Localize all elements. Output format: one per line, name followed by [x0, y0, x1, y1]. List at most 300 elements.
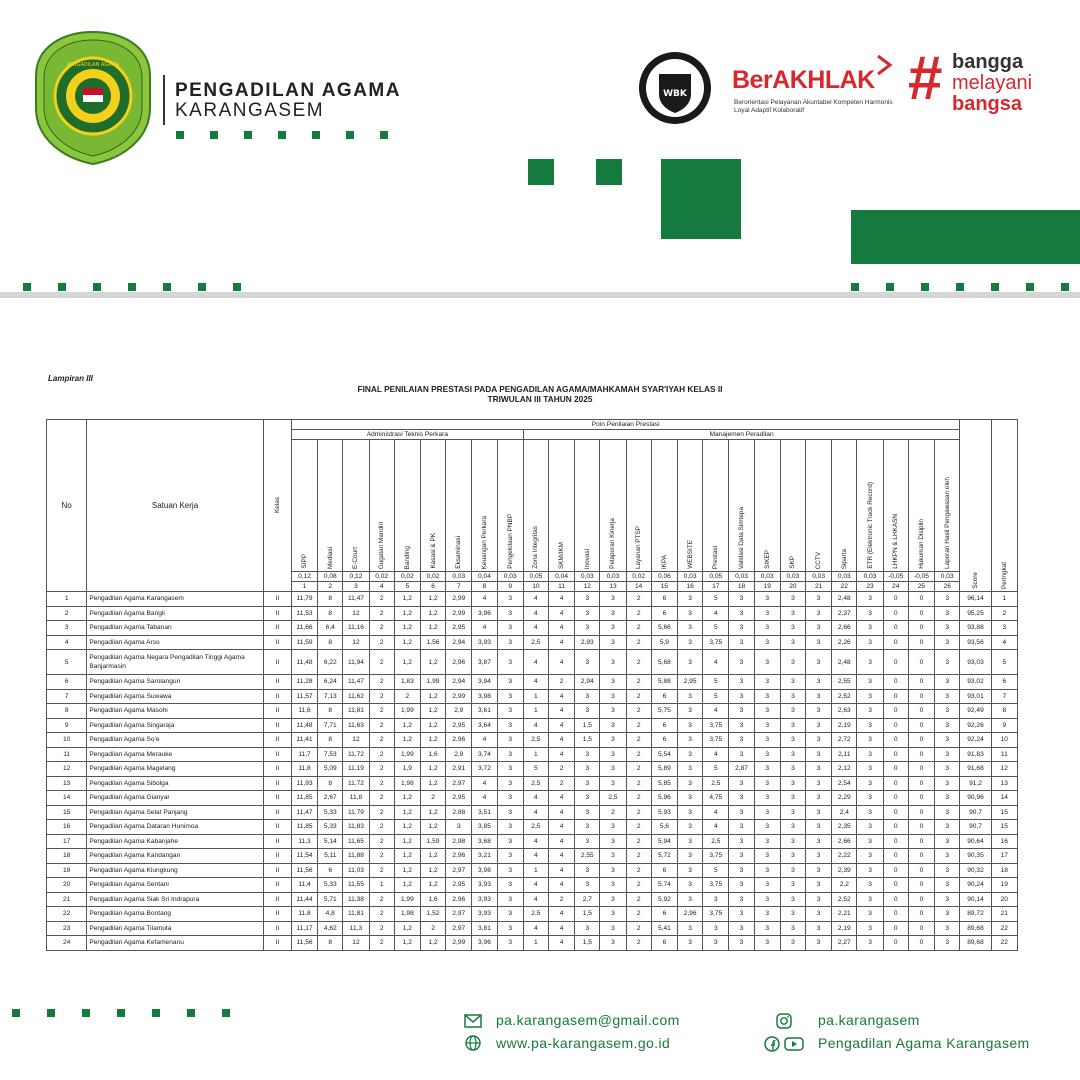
- row-value: 3: [497, 849, 523, 864]
- row-value: 3: [754, 621, 780, 636]
- criteria-header: Banding: [394, 440, 420, 572]
- criteria-header: E-Court: [343, 440, 369, 572]
- criteria-number: 9: [497, 582, 523, 592]
- row-value: 3: [446, 820, 472, 835]
- row-value: 3: [600, 675, 626, 690]
- table-row: [47, 805, 1018, 820]
- row-value: 11,3: [291, 834, 317, 849]
- row-kelas: II: [263, 849, 291, 864]
- row-value: 3: [806, 718, 832, 733]
- row-rank: 15: [991, 820, 1017, 835]
- row-value: 1,2: [394, 921, 420, 936]
- row-value: 2: [626, 936, 651, 951]
- row-value: 1,2: [420, 849, 445, 864]
- table-row: [47, 635, 1018, 650]
- criteria-weight: 0,03: [806, 572, 832, 582]
- row-number: 22: [47, 907, 87, 922]
- criteria-number: 17: [703, 582, 729, 592]
- row-value: 3: [575, 820, 600, 835]
- deco-square: [991, 283, 999, 291]
- row-value: 1,2: [420, 606, 445, 621]
- row-value: 4: [523, 849, 548, 864]
- row-value: 2: [626, 907, 651, 922]
- footer-email[interactable]: pa.karangasem@gmail.com: [496, 1012, 680, 1028]
- criteria-weight: 0,04: [472, 572, 497, 582]
- header-divider: [163, 75, 165, 125]
- row-value: 2,48: [832, 592, 857, 607]
- row-number: 18: [47, 849, 87, 864]
- row-value: 2: [369, 718, 394, 733]
- row-number: 10: [47, 733, 87, 748]
- row-value: 3: [935, 834, 960, 849]
- footer-website[interactable]: www.pa-karangasem.go.id: [496, 1035, 671, 1051]
- row-value: 3: [678, 762, 703, 777]
- row-value: 2: [369, 849, 394, 864]
- row-value: 3: [754, 805, 780, 820]
- row-value: 3: [497, 878, 523, 893]
- row-value: 2: [420, 791, 445, 806]
- table-row: [47, 621, 1018, 636]
- table-row: [47, 747, 1018, 762]
- row-value: 5,72: [651, 849, 677, 864]
- row-value: 3: [935, 621, 960, 636]
- row-value: 3: [678, 878, 703, 893]
- criteria-header: CCTV: [806, 440, 832, 572]
- row-value: 3: [754, 849, 780, 864]
- row-value: 0: [908, 718, 934, 733]
- row-value: 11,7: [291, 747, 317, 762]
- row-value: 11,56: [291, 936, 317, 951]
- row-value: 3,21: [472, 849, 497, 864]
- row-value: 2,54: [832, 776, 857, 791]
- row-value: 4: [548, 936, 574, 951]
- row-rank: 5: [991, 650, 1017, 675]
- row-rank: 9: [991, 718, 1017, 733]
- row-value: 4: [548, 834, 574, 849]
- row-value: 3: [754, 635, 780, 650]
- row-value: 3: [703, 892, 729, 907]
- row-value: 1,2: [394, 834, 420, 849]
- row-value: 0: [883, 592, 908, 607]
- row-value: 3: [780, 718, 805, 733]
- row-value: 3: [780, 776, 805, 791]
- row-value: 11,47: [291, 805, 317, 820]
- row-value: 3: [935, 921, 960, 936]
- row-value: 7,71: [318, 718, 343, 733]
- row-value: 3,75: [703, 907, 729, 922]
- row-value: 11,72: [343, 747, 369, 762]
- row-score: 90,14: [960, 892, 991, 907]
- row-value: 11,94: [343, 650, 369, 675]
- criteria-header: WEBSITE: [678, 440, 703, 572]
- row-value: 0: [908, 621, 934, 636]
- row-value: 3: [600, 747, 626, 762]
- row-value: 2: [626, 689, 651, 704]
- table-row: [47, 704, 1018, 719]
- criteria-weight: 0,03: [832, 572, 857, 582]
- row-value: 2: [369, 689, 394, 704]
- row-value: 4: [523, 921, 548, 936]
- criteria-header: LHKPN & LHKASN: [883, 440, 908, 572]
- chevron-right-icon: [876, 54, 894, 76]
- footer-social[interactable]: Pengadilan Agama Karangasem: [818, 1035, 1030, 1051]
- row-value: 5: [703, 863, 729, 878]
- row-unit-name: Pengadilan Agama Arso: [87, 635, 263, 650]
- row-value: 1,2: [420, 718, 445, 733]
- globe-icon: [465, 1035, 481, 1051]
- row-value: 3: [806, 849, 832, 864]
- row-value: 0: [883, 820, 908, 835]
- row-value: 11,47: [343, 675, 369, 690]
- row-value: 4,75: [703, 791, 729, 806]
- criteria-header: ETR (Elektronic Track Record): [857, 440, 883, 572]
- row-value: 2,5: [523, 820, 548, 835]
- criteria-header: SKP: [780, 440, 805, 572]
- row-value: 3: [857, 704, 883, 719]
- row-value: 11,85: [291, 791, 317, 806]
- row-unit-name: Pengadilan Agama Kabanjahe: [87, 834, 263, 849]
- header-score: Score: [960, 430, 991, 592]
- row-kelas: II: [263, 747, 291, 762]
- row-value: 3: [857, 635, 883, 650]
- row-number: 9: [47, 718, 87, 733]
- row-value: 3,61: [472, 704, 497, 719]
- svg-text:WBK: WBK: [663, 89, 687, 99]
- row-value: 3: [575, 762, 600, 777]
- row-value: 1,59: [420, 834, 445, 849]
- row-value: 3: [780, 921, 805, 936]
- row-value: 12: [343, 733, 369, 748]
- row-score: 93,56: [960, 635, 991, 650]
- row-value: 3: [729, 921, 754, 936]
- row-value: 2: [626, 791, 651, 806]
- row-value: 3: [575, 805, 600, 820]
- row-score: 89,72: [960, 907, 991, 922]
- zona-integritas-badge: [632, 50, 718, 126]
- row-value: 2,99: [446, 606, 472, 621]
- row-value: 4: [523, 878, 548, 893]
- row-rank: 15: [991, 805, 1017, 820]
- row-value: 4: [472, 733, 497, 748]
- row-value: 4: [548, 791, 574, 806]
- row-value: 3: [806, 878, 832, 893]
- criteria-header: Laporan Hasil Pengawasan oleh: [935, 440, 960, 572]
- row-value: 3,96: [472, 936, 497, 951]
- row-value: 3: [780, 747, 805, 762]
- criteria-number: 13: [600, 582, 626, 592]
- row-value: 0: [908, 921, 934, 936]
- row-value: 3: [497, 606, 523, 621]
- row-value: 3: [935, 776, 960, 791]
- deco-square: [93, 283, 101, 291]
- row-value: 3: [857, 849, 883, 864]
- row-value: 1,2: [420, 936, 445, 951]
- hashtag-icon: #: [908, 44, 943, 113]
- row-value: 3: [857, 592, 883, 607]
- row-value: 2,66: [832, 834, 857, 849]
- row-unit-name: Pengadilan Agama Suwawa: [87, 689, 263, 704]
- row-value: 2,5: [523, 776, 548, 791]
- row-value: 2,11: [832, 747, 857, 762]
- row-value: 3: [729, 892, 754, 907]
- row-score: 91,68: [960, 762, 991, 777]
- row-value: 4: [548, 689, 574, 704]
- row-value: 3: [780, 733, 805, 748]
- row-value: 0: [883, 849, 908, 864]
- row-value: 0: [883, 762, 908, 777]
- row-value: 11,55: [343, 878, 369, 893]
- row-value: 1,2: [394, 936, 420, 951]
- row-value: 3: [729, 650, 754, 675]
- row-value: 3: [729, 936, 754, 951]
- row-value: 3,75: [703, 849, 729, 864]
- row-value: 5,54: [651, 747, 677, 762]
- row-value: 2,96: [446, 849, 472, 864]
- row-value: 3: [806, 762, 832, 777]
- row-value: 11,19: [343, 762, 369, 777]
- criteria-number: 4: [369, 582, 394, 592]
- table-row: [47, 650, 1018, 675]
- row-number: 12: [47, 762, 87, 777]
- row-value: 1,2: [394, 878, 420, 893]
- row-kelas: II: [263, 621, 291, 636]
- row-value: 0: [883, 733, 908, 748]
- row-value: 3: [497, 762, 523, 777]
- row-value: 0: [908, 936, 934, 951]
- row-rank: 20: [991, 892, 1017, 907]
- row-value: 0: [908, 762, 934, 777]
- row-value: 11,59: [291, 635, 317, 650]
- deco-square: [12, 1009, 20, 1017]
- melayani-text: melayani: [952, 72, 1033, 94]
- row-unit-name: Pengadilan Agama Sarolangun: [87, 675, 263, 690]
- deco-block: [661, 159, 741, 239]
- row-rank: 13: [991, 776, 1017, 791]
- row-value: 3: [729, 635, 754, 650]
- row-value: 5,41: [651, 921, 677, 936]
- row-unit-name: Pengadilan Agama Masohi: [87, 704, 263, 719]
- criteria-weight: 0,06: [651, 572, 677, 582]
- row-value: 0: [908, 635, 934, 650]
- row-value: 1,5: [575, 936, 600, 951]
- row-value: 3: [935, 805, 960, 820]
- criteria-header: SIKEP: [754, 440, 780, 572]
- table-row: [47, 606, 1018, 621]
- row-value: 5,71: [318, 892, 343, 907]
- row-number: 16: [47, 820, 87, 835]
- row-unit-name: Pengadilan Agama Selat Panjang: [87, 805, 263, 820]
- row-value: 3: [600, 621, 626, 636]
- deco-square: [198, 283, 206, 291]
- row-value: 11,81: [343, 907, 369, 922]
- row-value: 2: [369, 791, 394, 806]
- row-value: 5,14: [318, 834, 343, 849]
- row-value: 3: [600, 834, 626, 849]
- table-row: [47, 834, 1018, 849]
- row-value: 0: [883, 747, 908, 762]
- row-value: 3: [935, 820, 960, 835]
- row-value: 3,68: [472, 834, 497, 849]
- criteria-weight: 0,03: [575, 572, 600, 582]
- row-value: 1,83: [394, 675, 420, 690]
- row-value: 2: [548, 892, 574, 907]
- row-value: 11,54: [291, 849, 317, 864]
- row-value: 3: [780, 849, 805, 864]
- row-value: 0: [908, 878, 934, 893]
- row-value: 2,5: [703, 776, 729, 791]
- row-value: 2,19: [832, 718, 857, 733]
- row-value: 11,8: [291, 907, 317, 922]
- row-value: 3: [857, 733, 883, 748]
- row-value: 3: [497, 863, 523, 878]
- row-unit-name: Pengadilan Agama Singaraja: [87, 718, 263, 733]
- criteria-number: 14: [626, 582, 651, 592]
- row-value: 12: [343, 936, 369, 951]
- row-value: 5,68: [651, 650, 677, 675]
- row-value: 11,48: [291, 650, 317, 675]
- row-value: 5,89: [651, 762, 677, 777]
- row-value: 2: [626, 733, 651, 748]
- row-value: 5,09: [318, 762, 343, 777]
- criteria-number: 11: [548, 582, 574, 592]
- row-value: 2,26: [832, 635, 857, 650]
- row-kelas: II: [263, 592, 291, 607]
- row-value: 1: [369, 878, 394, 893]
- row-value: 2: [626, 704, 651, 719]
- row-value: 2,93: [575, 635, 600, 650]
- criteria-header: Pelaporan Kinerja: [600, 440, 626, 572]
- row-value: 2: [626, 718, 651, 733]
- row-value: 0: [883, 921, 908, 936]
- row-value: 3: [729, 805, 754, 820]
- row-value: 2,63: [832, 704, 857, 719]
- row-unit-name: Pengadilan Agama Siak Sri Indrapura: [87, 892, 263, 907]
- table-row: [47, 921, 1018, 936]
- row-score: 89,68: [960, 921, 991, 936]
- criteria-number: 19: [754, 582, 780, 592]
- row-value: 5,11: [318, 849, 343, 864]
- row-unit-name: Pengadilan Agama Negara Pengadilan Tinggi Agama Banjarmasin: [87, 650, 263, 675]
- row-value: 3: [754, 791, 780, 806]
- row-number: 13: [47, 776, 87, 791]
- row-value: 3: [806, 733, 832, 748]
- row-value: 0: [908, 606, 934, 621]
- row-value: 1,99: [394, 704, 420, 719]
- row-rank: 21: [991, 907, 1017, 922]
- row-value: 2,39: [832, 863, 857, 878]
- row-unit-name: Pengadilan Agama Magelang: [87, 762, 263, 777]
- criteria-header: Prestasi: [703, 440, 729, 572]
- row-number: 8: [47, 704, 87, 719]
- row-value: 2,55: [575, 849, 600, 864]
- row-value: 3: [754, 689, 780, 704]
- row-value: 2: [626, 820, 651, 835]
- row-value: 2: [369, 834, 394, 849]
- row-value: 2,35: [832, 820, 857, 835]
- row-value: 2: [626, 592, 651, 607]
- row-value: 3: [497, 820, 523, 835]
- table-row: [47, 820, 1018, 835]
- row-value: 4: [548, 849, 574, 864]
- criteria-header: IKPA: [651, 440, 677, 572]
- criteria-header: Validasi Data Simtepa: [729, 440, 754, 572]
- row-value: 0: [883, 834, 908, 849]
- row-score: 93,02: [960, 675, 991, 690]
- row-value: 3: [780, 621, 805, 636]
- criteria-number: 23: [857, 582, 883, 592]
- criteria-weight: 0,02: [420, 572, 445, 582]
- deco-square: [210, 131, 218, 139]
- row-value: 2: [369, 733, 394, 748]
- row-value: 3: [729, 878, 754, 893]
- row-value: 2: [369, 907, 394, 922]
- row-value: 4: [472, 621, 497, 636]
- row-value: 5,85: [651, 776, 677, 791]
- row-value: 1: [523, 704, 548, 719]
- row-value: 3: [575, 863, 600, 878]
- row-value: 4: [703, 747, 729, 762]
- row-value: 11,85: [291, 820, 317, 835]
- row-value: 2: [369, 747, 394, 762]
- row-value: 1,5: [575, 733, 600, 748]
- row-value: 0: [908, 704, 934, 719]
- row-value: 0: [908, 689, 934, 704]
- row-rank: 22: [991, 921, 1017, 936]
- row-value: 3,85: [472, 820, 497, 835]
- row-score: 90,35: [960, 849, 991, 864]
- row-value: 4: [548, 733, 574, 748]
- row-value: 4: [523, 791, 548, 806]
- row-value: 0: [883, 635, 908, 650]
- row-score: 90,7: [960, 805, 991, 820]
- row-value: 3: [575, 592, 600, 607]
- row-value: 2,52: [832, 892, 857, 907]
- row-value: 11,65: [343, 834, 369, 849]
- criteria-header: Hukuman Disiplin: [908, 440, 934, 572]
- criteria-weight: 0,12: [343, 572, 369, 582]
- row-value: 11,56: [291, 863, 317, 878]
- row-value: 3: [857, 791, 883, 806]
- row-value: 3: [678, 936, 703, 951]
- criteria-number: 10: [523, 582, 548, 592]
- row-value: 3: [497, 650, 523, 675]
- row-value: 3: [806, 907, 832, 922]
- row-value: 2,37: [832, 606, 857, 621]
- row-value: 0: [908, 592, 934, 607]
- row-value: 3: [678, 606, 703, 621]
- row-value: 3: [497, 747, 523, 762]
- row-kelas: II: [263, 834, 291, 849]
- row-value: 3: [703, 921, 729, 936]
- row-value: 8: [318, 635, 343, 650]
- row-value: 2,27: [832, 936, 857, 951]
- row-value: 3: [935, 675, 960, 690]
- row-score: 90,96: [960, 791, 991, 806]
- footer-instagram[interactable]: pa.karangasem: [818, 1012, 920, 1028]
- row-kelas: II: [263, 863, 291, 878]
- row-value: 2,5: [523, 635, 548, 650]
- row-value: 3: [806, 675, 832, 690]
- row-kelas: II: [263, 776, 291, 791]
- row-value: 1,5: [575, 907, 600, 922]
- row-value: 3: [600, 606, 626, 621]
- row-value: 2: [626, 762, 651, 777]
- row-value: 5,75: [651, 704, 677, 719]
- row-value: 3: [754, 747, 780, 762]
- row-value: 2,95: [446, 621, 472, 636]
- deco-square: [222, 1009, 230, 1017]
- row-value: 5: [523, 762, 548, 777]
